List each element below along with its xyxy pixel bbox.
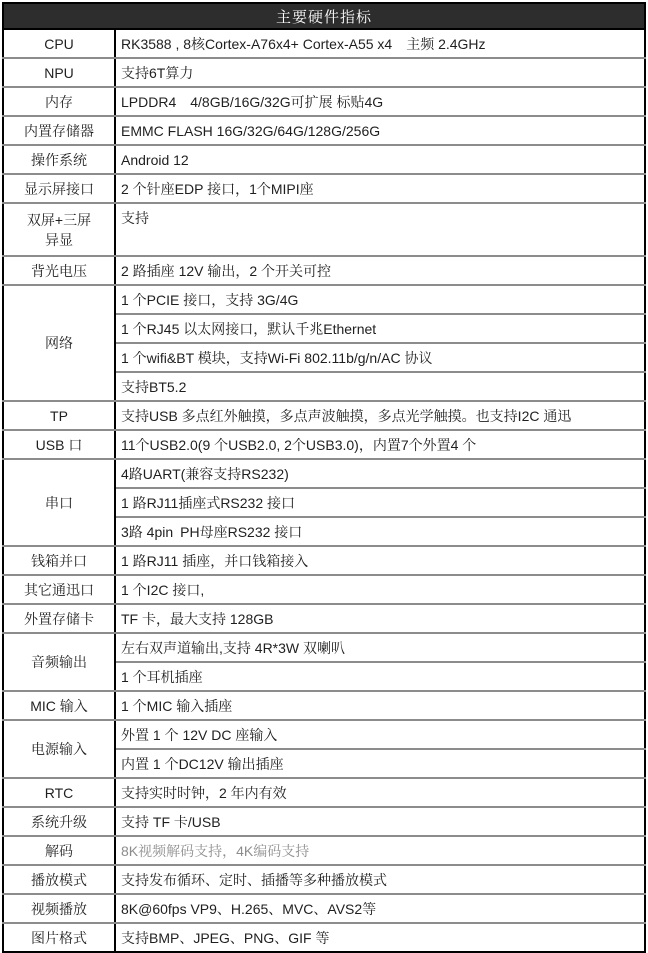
- row-value-network-1: 1 个PCIE 接口，支持 3G/4G: [115, 285, 645, 314]
- spec-row-internal-storage: [3, 116, 645, 145]
- row-value-network-3: 1 个wifi&BT 模块，支持Wi-Fi 802.11b/g/n/AC 协议: [115, 343, 645, 372]
- row-value-audio-out-1: 左右双声道输出,支持 4R*3W 双喇叭: [115, 633, 645, 662]
- row-label-serial: 串口: [3, 459, 115, 546]
- row-value-decode: 8K视频解码支持，4K编码支持: [115, 836, 645, 865]
- row-label-multi-screen-line2: 异显: [45, 231, 73, 248]
- hardware-spec-table: [2, 2, 646, 953]
- row-label-cashbox: 钱箱并口: [3, 546, 115, 575]
- row-label-play-mode: 播放模式: [3, 865, 115, 894]
- spec-row-serial-1: [3, 459, 645, 488]
- row-label-mic-in: MIC 输入: [3, 691, 115, 720]
- row-value-video-play: 8K@60fps VP9、H.265、MVC、AVS2等: [115, 894, 645, 923]
- row-label-other-comm: 其它通迅口: [3, 575, 115, 604]
- row-value-backlight-voltage: 2 路插座 12V 输出，2 个开关可控: [115, 256, 645, 285]
- row-label-image-format: 图片格式: [3, 923, 115, 952]
- spec-row-display-interface: [3, 174, 645, 203]
- row-label-tp: TP: [3, 401, 115, 430]
- spec-row-cpu: [3, 29, 645, 58]
- row-label-usb: USB 口: [3, 430, 115, 459]
- spec-row-memory: [3, 87, 645, 116]
- row-label-power-in: 电源输入: [3, 720, 115, 778]
- row-label-backlight-voltage: 背光电压: [3, 256, 115, 285]
- row-label-audio-out: 音频输出: [3, 633, 115, 691]
- row-value-power-in-2: 内置 1 个DC12V 输出插座: [115, 749, 645, 778]
- row-value-mic-in: 1 个MIC 输入插座: [115, 691, 645, 720]
- spec-row-audio-out-1: [3, 633, 645, 662]
- row-value-usb: 11个USB2.0(9 个USB2.0, 2个USB3.0)，内置7个外置4 个: [115, 430, 645, 459]
- row-value-network-4: 支持BT5.2: [115, 372, 645, 401]
- spec-row-external-storage: [3, 604, 645, 633]
- spec-row-cashbox: [3, 546, 645, 575]
- row-label-memory: 内存: [3, 87, 115, 116]
- spec-row-video-play: [3, 894, 645, 923]
- table-title: 主要硬件指标: [3, 3, 645, 29]
- spec-row-backlight-voltage: [3, 256, 645, 285]
- spec-row-os: [3, 145, 645, 174]
- row-label-decode: 解码: [3, 836, 115, 865]
- spec-row-power-in-1: [3, 720, 645, 749]
- row-value-power-in-1: 外置 1 个 12V DC 座输入: [115, 720, 645, 749]
- row-label-video-play: 视频播放: [3, 894, 115, 923]
- row-value-tp: 支持USB 多点红外触摸，多点声波触摸，多点光学触摸。也支持I2C 通迅: [115, 401, 645, 430]
- row-value-serial-1: 4路UART(兼容支持RS232): [115, 459, 645, 488]
- spec-row-npu: [3, 58, 645, 87]
- row-value-internal-storage: EMMC FLASH 16G/32G/64G/128G/256G: [115, 116, 645, 145]
- row-value-play-mode: 支持发布循环、定时、插播等多种播放模式: [115, 865, 645, 894]
- spec-row-rtc: [3, 778, 645, 807]
- row-value-network-2: 1 个RJ45 以太网接口，默认千兆Ethernet: [115, 314, 645, 343]
- row-value-cashbox: 1 路RJ11 插座，并口钱箱接入: [115, 546, 645, 575]
- row-value-audio-out-2: 1 个耳机插座: [115, 662, 645, 691]
- spec-row-other-comm: [3, 575, 645, 604]
- row-label-rtc: RTC: [3, 778, 115, 807]
- row-label-npu: NPU: [3, 58, 115, 87]
- row-value-npu: 支持6T算力: [115, 58, 645, 87]
- spec-row-multi-screen: [3, 203, 645, 256]
- row-value-system-upgrade: 支持 TF 卡/USB: [115, 807, 645, 836]
- row-label-display-interface: 显示屏接口: [3, 174, 115, 203]
- spec-row-mic-in: [3, 691, 645, 720]
- row-value-serial-2: 1 路RJ11插座式RS232 接口: [115, 488, 645, 517]
- row-label-internal-storage: 内置存储器: [3, 116, 115, 145]
- row-label-multi-screen-line1: 双屏+三屏: [26, 211, 92, 228]
- row-label-network: 网络: [3, 285, 115, 401]
- spec-row-decode: [3, 836, 645, 865]
- row-value-other-comm: 1 个I2C 接口,: [115, 575, 645, 604]
- row-value-image-format: 支持BMP、JPEG、PNG、GIF 等: [115, 923, 645, 952]
- row-label-external-storage: 外置存储卡: [3, 604, 115, 633]
- spec-row-image-format: [3, 923, 645, 952]
- spec-row-system-upgrade: [3, 807, 645, 836]
- table-header-row: [3, 3, 645, 29]
- row-value-display-interface: 2 个针座EDP 接口，1个MIPI座: [115, 174, 645, 203]
- row-value-cpu: RK3588 , 8核Cortex-A76x4+ Cortex-A55 x4 主频 2.4GHz: [115, 29, 645, 58]
- row-value-serial-3: 3路 4pin PH母座RS232 接口: [115, 517, 645, 546]
- row-value-rtc: 支持实时时钟，2 年内有效: [115, 778, 645, 807]
- row-value-external-storage: TF 卡，最大支持 128GB: [115, 604, 645, 633]
- spec-row-play-mode: [3, 865, 645, 894]
- row-label-multi-screen: [3, 203, 115, 256]
- row-value-os: Android 12: [115, 145, 645, 174]
- row-label-cpu: CPU: [3, 29, 115, 58]
- spec-row-tp: [3, 401, 645, 430]
- row-label-os: 操作系统: [3, 145, 115, 174]
- row-value-multi-screen: 支持: [115, 203, 645, 256]
- row-value-memory: LPDDR4 4/8GB/16G/32G可扩展 标贴4G: [115, 87, 645, 116]
- spec-row-usb: [3, 430, 645, 459]
- spec-row-network-1: [3, 285, 645, 314]
- row-label-system-upgrade: 系统升级: [3, 807, 115, 836]
